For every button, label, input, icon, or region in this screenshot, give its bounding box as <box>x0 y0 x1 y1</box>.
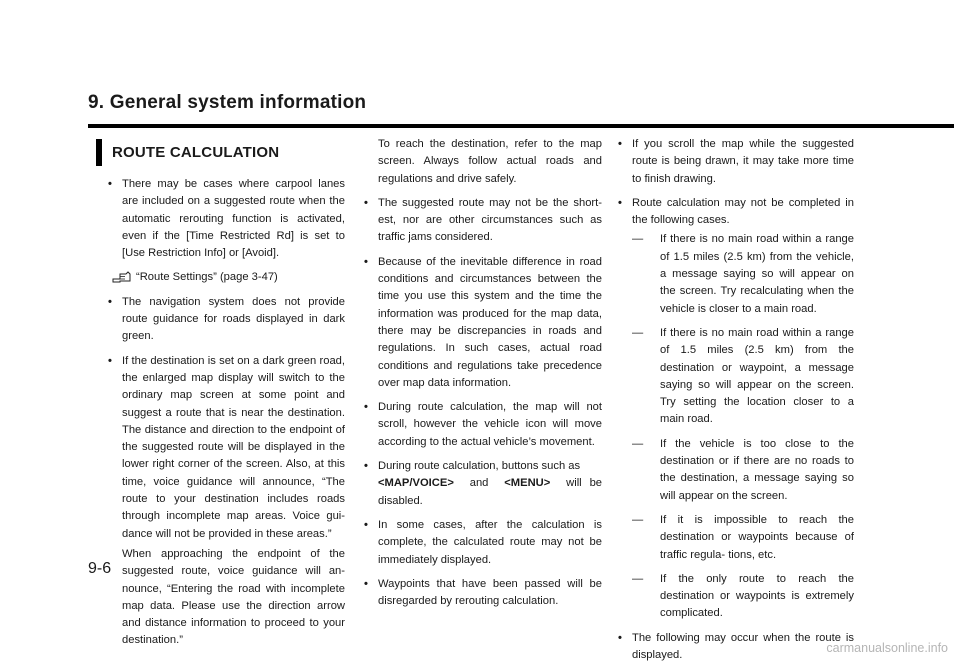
dash: — <box>632 513 644 526</box>
list-item: • If the destination is set on a dark green road, the enlarged map display will switch to the ordinary map screen at some point and suggest a route that is near the destination. The distance and direction to the endpoint of the suggested route will be displayed in the lower right corner of the screen. Also, at this time, voice guidance will announce, “The route to your destination includes roads through incomplete map areas. Voice gui- dance will not be provided in these areas.” <box>108 354 345 540</box>
dash: — <box>632 326 644 339</box>
list-item: • The following may occur when the route is displayed. <box>618 631 854 662</box>
list-item: • In some cases, after the calculation is complete, the calculated route may not be immediately displayed. <box>364 518 602 566</box>
subheading: ROUTE CALCULATION <box>112 144 280 161</box>
column-1 <box>108 176 345 657</box>
bullet: • <box>364 577 368 590</box>
dash: — <box>632 437 644 450</box>
sub-list-item: — If there is no main road within a range of 1.5 miles (2.5 km) from the vehicle, a message saying so will appear on the screen. Try recalculating when the vehicle is closer to a main road. <box>632 233 854 315</box>
bullet: • <box>108 295 112 308</box>
bullet: • <box>108 178 112 190</box>
bullet: • <box>364 196 368 209</box>
column-3 <box>618 136 854 671</box>
column-2 <box>364 136 602 617</box>
sub-list-item: — If there is no main road within a range of 1.5 miles (2.5 km) from the destination or waypoint, a message saying so will appear on the screen. Try setting the location closer to a main road. <box>632 326 854 426</box>
sub-list-item: — If the vehicle is too close to the destination or if there are no roads to the destination, a message saying so will appear on the screen. <box>632 437 854 502</box>
section-header: 9. General system information <box>88 92 367 113</box>
list-item: • Waypoints that have been passed will be disregarded by rerouting calculation. <box>364 577 602 608</box>
sub-list-item: — If the only route to reach the destination or waypoints is extremely complicated. <box>632 572 854 620</box>
paragraph: When approaching the endpoint of the suggested route, voice guidance will an- nounce, “Entering the road with incomplete map data. Please use the direction arrow and distance information to proceed to your destination.” <box>122 547 345 647</box>
bullet: • <box>364 460 368 473</box>
watermark: carmanualsonline.info <box>826 641 948 655</box>
dash: — <box>632 572 644 585</box>
list-item: • Because of the inevitable difference in road conditions and circumstances between the time you use this system and the time the information was produced for the map data, there may be discrepancies in roads and regulations. In such cases, actual road conditions and regulations take precedence over map data information. <box>364 255 602 389</box>
bullet: • <box>364 255 368 268</box>
paragraph: To reach the destination, refer to the map screen. Always follow actual roads and regulations and drive safely. <box>378 138 602 185</box>
sub-list-item: — If it is impossible to reach the destination or waypoints because of traffic regula- tions, etc. <box>632 513 854 561</box>
list-item: • If you scroll the map while the suggested route is being drawn, it may take more time to finish drawing. <box>618 138 854 185</box>
bullet: • <box>618 196 622 209</box>
button-tag: <MENU> <box>504 477 551 490</box>
bullet: • <box>618 138 622 150</box>
list-item: • The suggested route may not be the short- est, nor are other circumstances such as traffic jams considered. <box>364 196 602 244</box>
bullet: • <box>618 631 622 644</box>
page-reference-text: “Route Settings” (page 3-47) <box>136 271 278 284</box>
page-reference[interactable] <box>108 269 345 286</box>
dash: — <box>632 233 644 246</box>
list-item: • The navigation system does not provide route guidance for roads displayed in dark green. <box>108 295 345 343</box>
page-number: 9-6 <box>88 560 112 577</box>
bullet: • <box>364 401 368 414</box>
bullet: • <box>108 354 112 367</box>
list-item: • There may be cases where carpool lanes are included on a suggested route when the automatic rerouting function is activated, even if the [Time Restricted Rd] is set to [Use Restriction Info] or [Avoid]. <box>108 178 345 260</box>
list-item: • Route calculation may not be completed in the following cases. <box>618 196 854 227</box>
list-item: • During route calculation, buttons such as <MAP/VOICE> and <MENU> will be disabled. <box>364 460 603 507</box>
list-item: • During route calculation, the map will not scroll, however the vehicle icon will move according to the actual vehicle’s movement. <box>364 401 602 448</box>
subheading-bar <box>96 139 102 166</box>
button-tag: <MAP/VOICE> <box>378 477 454 490</box>
header-rule <box>88 124 954 128</box>
bullet: • <box>364 518 368 531</box>
reference-pointing-hand-icon <box>112 270 134 284</box>
